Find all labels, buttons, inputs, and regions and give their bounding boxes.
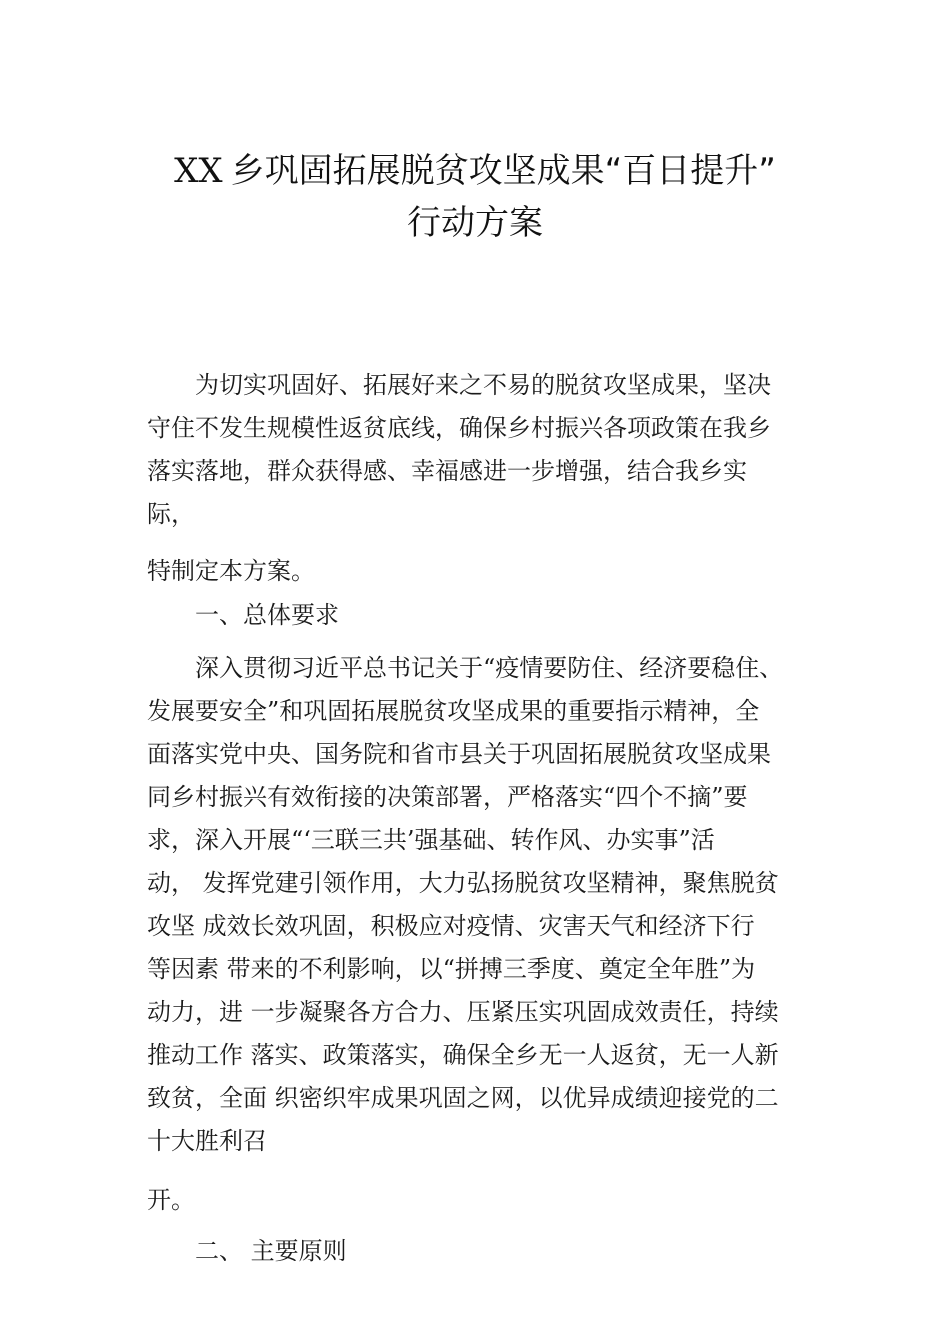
paragraph-line: 开。 — [147, 1186, 195, 1214]
paragraph-line: 致贫，全面 织密织牢成果巩固之网，以优异成绩迎接党的二 — [147, 1084, 779, 1112]
paragraph-line: 同乡村振兴有效衔接的决策部署，严格落实“四个不摘”要 — [147, 783, 748, 811]
paragraph-line: 落实落地，群众获得感、幸福感进一步增强，结合我乡实 — [147, 457, 747, 485]
paragraph-line: 动力，进 一步凝聚各方合力、压紧压实巩固成效责任，持续 — [147, 998, 779, 1026]
paragraph-line: 求，深入开展“‘三联三共’强基础、转作风、办实事”活 — [147, 826, 715, 854]
paragraph-line: 深入贯彻习近平总书记关于“疫情要防住、经济要稳住、 — [147, 654, 784, 682]
paragraph-line: 攻坚 成效长效巩固，积极应对疫情、灾害天气和经济下行 — [147, 912, 755, 940]
paragraph-line: 推动工作 落实、政策落实，确保全乡无一人返贫，无一人新 — [147, 1041, 779, 1069]
paragraph-line: 等因素 带来的不利影响，以“拼搏三季度、奠定全年胜”为 — [147, 955, 756, 983]
document-title-line-1 — [0, 143, 950, 192]
document-title-line-2: 行动方案 — [407, 203, 543, 243]
paragraph-line: 面落实党中央、国务院和省市县关于巩固拓展脱贫攻坚成果 — [147, 740, 771, 768]
section-heading: 二、 主要原则 — [147, 1237, 347, 1265]
paragraph-line: 十大胜利召 — [147, 1127, 267, 1155]
paragraph-line: 发展要安全”和巩固拓展脱贫攻坚成果的重要指示精神，全 — [147, 697, 760, 725]
title-text: 乡巩固拓展脱贫攻坚成果“百日提升” — [230, 151, 776, 191]
paragraph-line: 际， — [147, 500, 195, 528]
paragraph-line: 为切实巩固好、拓展好来之不易的脱贫攻坚成果，坚决 — [147, 371, 771, 399]
paragraph-line: 守住不发生规模性返贫底线，确保乡村振兴各项政策在我乡 — [147, 414, 771, 442]
paragraph-line: 动， 发挥党建引领作用，大力弘扬脱贫攻坚精神，聚焦脱贫 — [147, 869, 779, 897]
title-prefix: XX — [174, 151, 223, 191]
section-heading: 一、总体要求 — [147, 601, 339, 629]
paragraph-line: 特制定本方案。 — [147, 557, 315, 585]
